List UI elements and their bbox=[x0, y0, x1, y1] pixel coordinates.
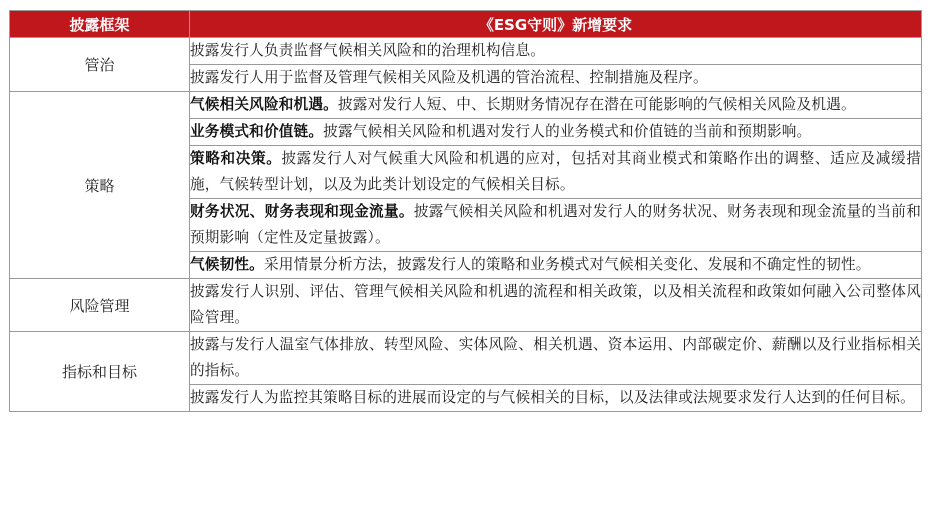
requirement-text: 披露发行人识别、评估、管理气候相关风险和机遇的流程和相关政策，以及相关流程和政策如何融入公司整体风险管理。 bbox=[190, 283, 921, 326]
requirement-title: 气候相关风险和机遇。 bbox=[190, 96, 338, 113]
table-row bbox=[10, 332, 922, 385]
table-row bbox=[10, 279, 922, 332]
table-row bbox=[10, 38, 922, 65]
requirement-cell bbox=[190, 279, 922, 332]
header-framework: 披露框架 bbox=[10, 11, 190, 38]
requirement-text: 采用情景分析方法，披露发行人的策略和业务模式对气候相关变化、发展和不确定性的韧性。 bbox=[263, 256, 871, 273]
requirement-title: 策略和决策。 bbox=[190, 150, 282, 167]
table-row bbox=[10, 92, 922, 119]
requirement-cell bbox=[190, 92, 922, 119]
header-requirements: 《ESG守则》新增要求 bbox=[190, 11, 922, 38]
requirement-text: 披露发行人对气候重大风险和机遇的应对，包括对其商业模式和策略作出的调整、适应及减缓措施，气候转型计划，以及为此类计划设定的气候相关目标。 bbox=[190, 150, 922, 193]
esg-requirements-table bbox=[9, 10, 922, 412]
requirement-cell bbox=[190, 119, 922, 146]
requirement-text: 披露气候相关风险和机遇对发行人的业务模式和价值链的当前和预期影响。 bbox=[323, 123, 812, 140]
requirement-cell bbox=[190, 385, 922, 412]
category-metrics-targets: 指标和目标 bbox=[10, 332, 190, 412]
category-risk-management: 风险管理 bbox=[10, 279, 190, 332]
category-strategy: 策略 bbox=[10, 92, 190, 279]
requirement-title: 业务模式和价值链。 bbox=[190, 123, 324, 140]
requirement-cell bbox=[190, 252, 922, 279]
requirement-cell bbox=[190, 199, 922, 252]
requirement-text: 披露对发行人短、中、长期财务情况存在潜在可能影响的气候相关风险及机遇。 bbox=[337, 96, 856, 113]
table-header-row bbox=[10, 11, 922, 38]
requirement-cell bbox=[190, 146, 922, 199]
requirement-text: 披露与发行人温室气体排放、转型风险、实体风险、相关机遇、资本运用、内部碳定价、薪酬以及行业指标相关的指标。 bbox=[190, 336, 921, 379]
requirement-text: 披露发行人为监控其策略目标的进展而设定的与气候相关的目标，以及法律或法规要求发行人达到的任何目标。 bbox=[190, 389, 915, 406]
category-governance: 管治 bbox=[10, 38, 190, 92]
requirement-cell bbox=[190, 332, 922, 385]
requirement-title: 气候韧性。 bbox=[190, 256, 264, 273]
requirement-cell bbox=[190, 65, 922, 92]
requirement-text: 披露发行人负责监督气候相关风险和的治理机构信息。 bbox=[190, 42, 546, 59]
requirement-text: 披露气候相关风险和机遇对发行人的财务状况、财务表现和现金流量的当前和预期影响（定性及定量披露）。 bbox=[190, 203, 921, 246]
requirement-cell bbox=[190, 38, 922, 65]
requirement-text: 披露发行人用于监督及管理气候相关风险及机遇的管治流程、控制措施及程序。 bbox=[190, 69, 708, 86]
requirement-title: 财务状况、财务表现和现金流量。 bbox=[190, 203, 414, 220]
